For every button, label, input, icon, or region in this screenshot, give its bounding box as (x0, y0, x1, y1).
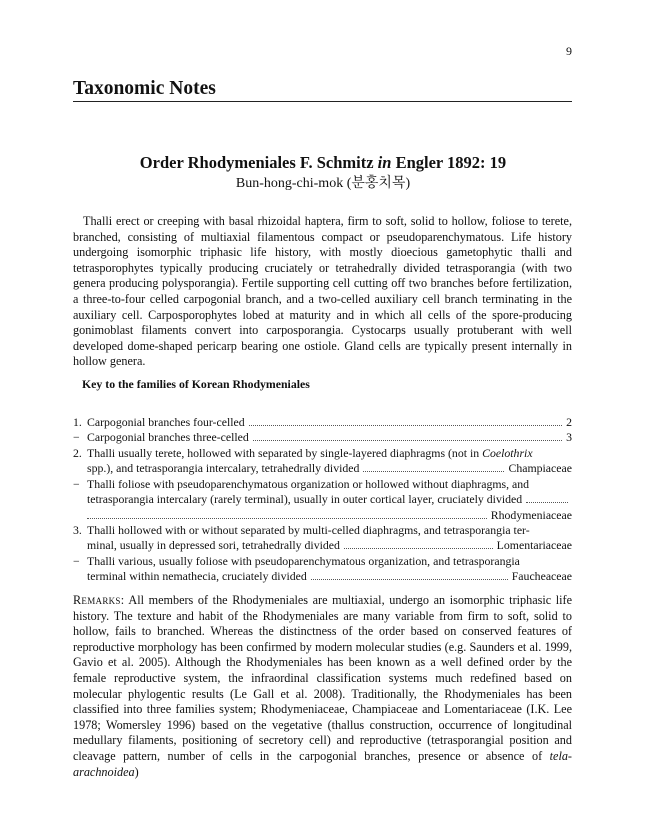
leader-dots (344, 547, 493, 549)
key-marker: − (73, 554, 80, 568)
leader-dots (87, 517, 487, 519)
remarks-text: All members of the Rhodymeniales are multiaxial, undergo an isomorphic triphasic life history. The texture and habit of the Rhodymeniales are many variable from firm to soft, solid to hollow, fails to branched. Whereas the distinctness of the order based on conserved features of reproductive morphology has been confirmed by modern molecular studies (e.g. Saunders et al. 1999, Gavio et al. 2005). Although the Rhodymeniales has been known as a well defined order by the female reproductive system, the infraordinal classification systems much redefined based on molecular phylogentic results (Le Gall et al. 2008). Traditionally, the Rhodymeniales has been classified into three families system; Rhodymeniaceae, Champiaceae and Lomentariaceae (I.K. Lee 1978; Womersley 1996) based on the vegetative (thallus construction, occurrence of longitudinal medullary filaments, positioning of secretory cell) and reproductive (tetrasporangial position and cleavage pattern, number of cells in the carpogonial branches, presence or absence of (73, 593, 573, 763)
key-marker: 1. (73, 415, 82, 429)
order-name: Order Rhodymeniales F. Schmitz (139, 153, 374, 172)
order-description: Thalli erect or creeping with basal rhizoidal haptera, firm to soft, solid to hollow, foliose to terete, branched, consisting of multiaxial filamentous compact or pseudoparenchymatous. Life history undergoing isomorphic triphasic life history, with mostly dioecious gametophytic thalli and tetrasporophytes typically producing cruciately or tetrahedrally divided tetrasporangia (with two genera producing polysporangia). Fertile supporting cell cutting off two branches before fertilization, a three-to-four celled carpogonial branch, and a two-celled auxiliary cell branch terminating in the auxiliary cell. Carposporophytes lobed at maturity and in which all cells of the spore-producing gonimoblast filaments convert into carposporangia. Cystocarps usually protuberant with well developed dome-shaped pericarp bearing one ostiole. Gland cells are typically present internally in hollow genera. (73, 214, 572, 369)
key-marker: 2. (73, 446, 82, 460)
leader-dots (363, 470, 504, 472)
key-text: Carpogonial branches four-celled (87, 415, 245, 429)
order-title (0, 153, 646, 173)
remarks-label: Remarks: (73, 593, 125, 607)
key-entry-3-alt (73, 554, 572, 585)
key-entry-2-alt (73, 477, 572, 523)
leader-dots (253, 439, 562, 441)
key-text: Carpogonial branches three-celled (87, 430, 249, 444)
key-text-a: Thalli hollowed with or without separated by multi-celled diaphragms, and tetrasporangia ter- (87, 523, 530, 537)
leader-dots (526, 501, 568, 503)
page-number: 9 (566, 44, 572, 58)
key-result: Faucheaceae (511, 569, 572, 584)
order-korean-name: Bun-hong-chi-mok (분홍치목) (235, 176, 411, 191)
key-text-italic: Coelothrix (482, 446, 533, 460)
key-result: Rhodymeniaceae (490, 507, 572, 522)
key-text-a: Thalli usually terete, hollowed with separated by single-layered diaphragms (not in (87, 446, 480, 460)
leader-dots (311, 578, 508, 580)
key-result: 2 (566, 415, 572, 429)
section-title: Taxonomic Notes (73, 78, 572, 102)
key-marker: − (73, 477, 80, 491)
key-entry-1-alt (73, 430, 572, 445)
key-entry-1 (73, 415, 572, 430)
key-result: Lomentariaceae (496, 538, 572, 553)
key-text-b: tetrasporangia intercalary (rarely terminal), usually in outer cortical layer, cruciately divided (87, 492, 523, 507)
remarks-close-paren: ) (134, 764, 139, 779)
key-entry-3 (73, 523, 572, 554)
key-entry-2 (73, 446, 572, 477)
order-authority: Engler 1892: 19 (395, 153, 507, 172)
key-result: Champiaceae (508, 461, 572, 476)
key-text-b: minal, usually in depressed sori, tetrahedrally divided (87, 538, 340, 553)
order-in: in (377, 153, 392, 172)
remarks-italic-term: tela-arachnoidea (73, 748, 572, 779)
key-result: 3 (566, 430, 572, 444)
key-title: Key to the families of Korean Rhodymeniales (82, 377, 310, 391)
leader-dots (249, 424, 562, 426)
key-text-b: terminal within nemathecia, cruciately divided (87, 569, 307, 584)
key-text-b: spp.), and tetrasporangia intercalary, tetrahedrally divided (87, 461, 360, 476)
key-marker: 3. (73, 523, 82, 537)
key-text-a: Thalli various, usually foliose with pseudoparenchymatous organization, and tetrasporangia (87, 554, 520, 568)
remarks-paragraph (73, 593, 572, 780)
key-marker: − (73, 430, 80, 444)
key-text-a: Thalli foliose with pseudoparenchymatous organization or hollowed without diaphragms, and (87, 477, 530, 491)
